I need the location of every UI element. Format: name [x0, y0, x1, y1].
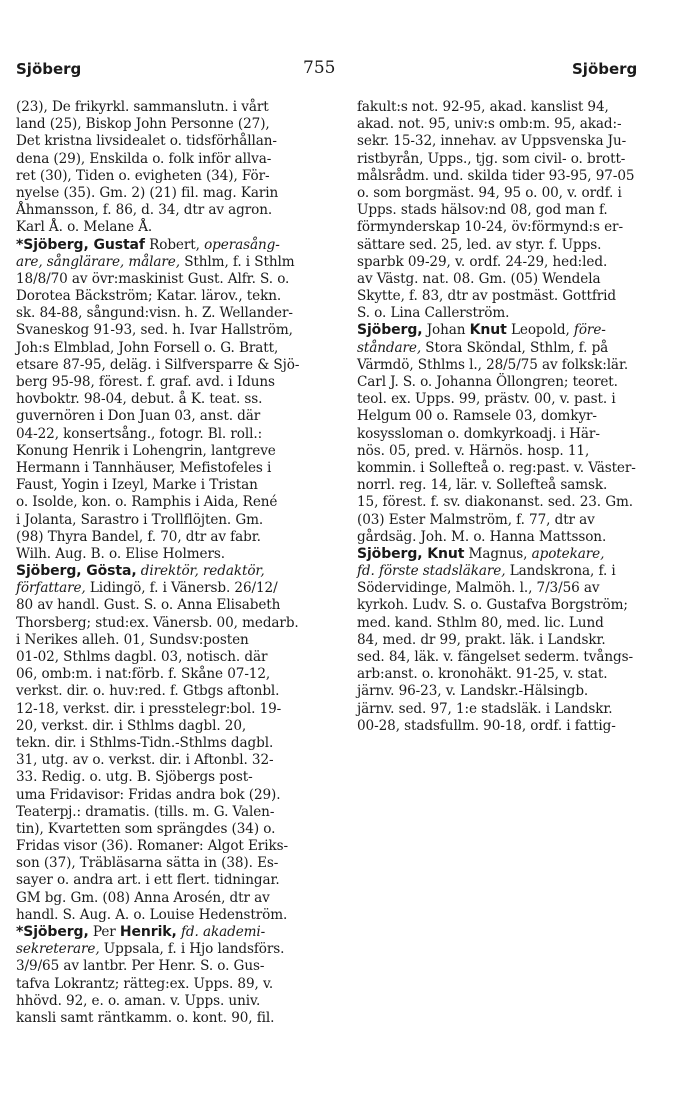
text-line: [357, 374, 675, 391]
text-line: [16, 219, 334, 236]
text-line: [357, 649, 675, 666]
text-line: [16, 443, 334, 460]
entry-text: etsare 87-95, deläg. i Silfversparre & Sjö-: [16, 356, 300, 373]
text-line: [16, 615, 334, 632]
text-line: [357, 408, 675, 425]
entry-text: sed. 84, läk. v. fängelset sederm. tvångs-: [357, 649, 634, 665]
entry-text: sk. 84-88, sångund:visn. h. Z. Wellander-: [16, 305, 293, 322]
entry-text: dena (29), Enskilda o. folk inför allva-: [16, 150, 272, 167]
entry-title: fd. akademi-: [180, 924, 266, 940]
text-line: [16, 477, 334, 494]
entry-text: Thorsberg; stud:ex. Vänersb. 00, medarb.: [16, 614, 299, 631]
text-line: [16, 305, 334, 322]
text-line: [16, 649, 334, 666]
text-line: [16, 512, 334, 529]
text-line: [16, 787, 334, 804]
entry-text: järnv. sed. 97, 1:e stadsläk. i Landskr.: [357, 700, 613, 717]
text-line: [357, 357, 675, 374]
entry-text: uma Fridavisor: Fridas andra bok (29).: [16, 786, 281, 803]
running-head-right: Sjöberg: [572, 60, 638, 78]
text-line: [357, 580, 675, 597]
text-line: [357, 271, 675, 288]
entry-headword: Sjöberg, Gösta,: [16, 563, 137, 580]
text-line: [357, 477, 675, 494]
entry-text: 06, omb:m. i nat:förb. f. Skåne 07-12,: [16, 666, 271, 683]
entry-text: son (37), Träbläsarna sätta in (38). Es-: [16, 855, 279, 872]
entry-text: Fridas visor (36). Romaner: Algot Eriks-: [16, 838, 288, 855]
text-line: [16, 151, 334, 168]
text-line: [16, 597, 334, 614]
text-line: [16, 683, 334, 700]
text-line: [16, 872, 334, 889]
entry-text: handl. S. Aug. A. o. Louise Hedenström.: [16, 906, 288, 923]
text-line: [357, 254, 675, 271]
text-line: [16, 718, 334, 735]
entry-text: arb:anst. o. kronohäkt. 91-25, v. stat.: [357, 666, 608, 683]
text-line: [16, 769, 334, 786]
text-line: [16, 958, 334, 975]
text-line: [357, 546, 675, 563]
entry-title: ståndare,: [357, 339, 422, 356]
entry-text: kansli samt räntkamm. o. kont. 90, fil.: [16, 1009, 275, 1026]
entry-title: sekreterare,: [16, 941, 100, 958]
text-line: [357, 666, 675, 683]
entry-text: kosyssloman o. domkyrkoadj. i Här-: [357, 425, 600, 442]
entry-text: guvernören i Don Juan 03, anst. där: [16, 408, 261, 425]
entry-text: teol. ex. Upps. 99, prästv. 00, v. past. i: [357, 391, 616, 408]
entry-text: förmynderskap 10-24, öv:förmynd:s er-: [357, 219, 623, 236]
text-line: [16, 855, 334, 872]
text-line: [357, 305, 675, 322]
entry-text: Carl J. S. o. Johanna Öllongren; teoret.: [357, 374, 618, 390]
entry-text: akad. not. 95, univ:s omb:m. 95, akad:-: [357, 116, 622, 133]
text-line: [357, 718, 675, 735]
entry-text: o. som borgmäst. 94, 95 o. 00, v. ordf. i: [357, 184, 622, 201]
text-line: [16, 99, 334, 116]
entry-text: Robert,: [144, 236, 205, 253]
text-line: [16, 116, 334, 133]
text-line: [16, 288, 334, 305]
text-line: [357, 632, 675, 649]
entry-text: Sthlm, f. i Sthlm: [179, 253, 295, 270]
entry-title: are, sånglärare, målare,: [16, 253, 180, 270]
text-line: [16, 391, 334, 408]
entry-text: 80 av handl. Gust. S. o. Anna Elisabeth: [16, 597, 281, 614]
text-line: [357, 168, 675, 185]
text-line: [16, 735, 334, 752]
text-line: [16, 804, 334, 821]
text-line: [16, 237, 334, 254]
text-line: [16, 271, 334, 288]
text-line: [16, 563, 334, 580]
entry-text: Magnus,: [464, 545, 532, 562]
text-line: [16, 408, 334, 425]
text-line: [16, 202, 334, 219]
text-line: [16, 185, 334, 202]
entry-text: Hermann i Tannhäuser, Mefistofeles i: [16, 459, 272, 476]
entry-text: ristbyrån, Upps., tjg. som civil- o. brott-: [357, 150, 626, 167]
text-line: [357, 615, 675, 632]
text-line: [357, 426, 675, 443]
text-line: [357, 391, 675, 408]
entry-text: Joh:s Elmblad, John Forsell o. G. Bratt,: [16, 339, 279, 356]
entry-text: Karl Å. o. Melane Å.: [16, 219, 153, 236]
text-line: [357, 460, 675, 477]
text-line: [16, 494, 334, 511]
entry-text: 20, verkst. dir. i Sthlms dagbl. 20,: [16, 717, 247, 734]
entry-text: fakult:s not. 92-95, akad. kanslist 94,: [357, 99, 609, 115]
entry-text: i Nerikes alleh. 01, Sundsv:posten: [16, 631, 249, 648]
text-line: [16, 1010, 334, 1027]
entry-text: berg 95-98, förest. f. graf. avd. i Iduns: [16, 374, 275, 390]
entry-text: med. kand. Sthlm 80, med. lic. Lund: [357, 614, 604, 631]
entry-text: Dorotea Bäckström; Katar. lärov., tekn.: [16, 288, 282, 305]
text-line: [16, 580, 334, 597]
entry-text: Leopold,: [506, 322, 574, 339]
entry-text: målsrådm. und. skilda tider 93-95, 97-05: [357, 167, 635, 184]
text-line: [357, 237, 675, 254]
text-line: [16, 322, 334, 339]
entry-title: före-: [573, 322, 606, 339]
text-line: [16, 374, 334, 391]
page-number: 755: [303, 58, 336, 78]
entry-text: Helgum 00 o. Ramsele 03, domkyr-: [357, 408, 597, 425]
entry-text: Åhmansson, f. 86, d. 34, dtr av agron.: [16, 202, 273, 219]
text-line: [16, 821, 334, 838]
entry-text: sayer o. andra art. i ett flert. tidningar.: [16, 872, 280, 889]
entry-text: sekr. 15-32, innehav. av Uppsvenska Ju-: [357, 133, 627, 150]
text-line: [16, 632, 334, 649]
right-column: [357, 99, 675, 735]
text-line: [357, 701, 675, 718]
text-line: [357, 202, 675, 219]
entry-text: 3/9/65 av lantbr. Per Henr. S. o. Gus-: [16, 958, 265, 975]
entry-text: 01-02, Sthlms dagbl. 03, notisch. där: [16, 649, 268, 665]
entry-title: fd. förste stadsläkare,: [357, 563, 506, 580]
entry-title: författare,: [16, 580, 86, 597]
text-line: [16, 838, 334, 855]
entry-text: (98) Thyra Bandel, f. 70, dtr av fabr.: [16, 528, 261, 545]
entry-text: 84, med. dr 99, prakt. läk. i Landskr.: [357, 631, 606, 648]
entry-text: 04-22, konsertsång., fotogr. Bl. roll.:: [16, 425, 263, 442]
entry-text: ret (30), Tiden o. evigheten (34), För-: [16, 167, 270, 184]
entry-headword: Sjöberg,: [357, 322, 423, 339]
entry-text: järnv. 96-23, v. Landskr.-Hälsingb.: [357, 683, 589, 700]
text-line: [357, 597, 675, 614]
left-column: [16, 99, 334, 1027]
entry-text: Per: [88, 924, 120, 940]
entry-text: 18/8/70 av övr:maskinist Gust. Alfr. S. o.: [16, 270, 290, 287]
text-line: [357, 529, 675, 546]
entry-text: sättare sed. 25, led. av styr. f. Upps.: [357, 236, 602, 253]
entry-text: Svaneskog 91-93, sed. h. Ivar Hallström,: [16, 322, 293, 339]
entry-text: Faust, Yogin i Izeyl, Marke i Tristan: [16, 477, 258, 494]
entry-text: nyelse (35). Gm. 2) (21) fil. mag. Karin: [16, 184, 279, 201]
entry-headword: *Sjöberg,: [16, 924, 89, 940]
text-line: [357, 116, 675, 133]
text-line: [16, 924, 334, 941]
entry-headword: Sjöberg, Knut: [357, 545, 465, 562]
text-line: [357, 512, 675, 529]
text-line: [16, 168, 334, 185]
entry-text: Skytte, f. 83, dtr av postmäst. Gottfrid: [357, 288, 617, 305]
entry-text: kommin. i Sollefteå o. reg:past. v. Väster-: [357, 459, 636, 476]
entry-text: Konung Henrik i Lohengrin, lantgreve: [16, 442, 276, 459]
running-head-left: Sjöberg: [16, 60, 82, 78]
text-line: [357, 151, 675, 168]
text-line: [357, 683, 675, 700]
entry-text: Södervidinge, Malmöh. l., 7/3/56 av: [357, 580, 600, 597]
entry-text: Lidingö, f. i Vänersb. 26/12/: [85, 580, 278, 597]
entry-text: Uppsala, f. i Hjo landsförs.: [99, 941, 285, 958]
entry-text: tafva Lokrantz; rätteg:ex. Upps. 89, v.: [16, 975, 274, 992]
entry-text: S. o. Lina Callerström.: [357, 305, 510, 322]
entry-headword: Knut: [469, 322, 507, 339]
text-line: [16, 993, 334, 1010]
entry-text: (03) Ester Malmström, f. 77, dtr av: [357, 511, 595, 528]
entry-text: Teaterpj.: dramatis. (tills. m. G. Valen-: [16, 803, 275, 820]
entry-text: 12-18, verkst. dir. i presstelegr:bol. 19-: [16, 700, 282, 717]
text-line: [357, 133, 675, 150]
text-line: [357, 99, 675, 116]
text-line: [16, 666, 334, 683]
entry-text: 33. Redig. o. utg. B. Sjöbergs post-: [16, 769, 253, 786]
entry-title: apotekare,: [531, 545, 605, 562]
text-line: [357, 443, 675, 460]
text-line: [16, 254, 334, 271]
entry-text: tekn. dir. i Sthlms-Tidn.-Sthlms dagbl.: [16, 734, 274, 751]
text-line: [16, 701, 334, 718]
text-line: [16, 546, 334, 563]
text-line: [16, 357, 334, 374]
text-line: [357, 494, 675, 511]
entry-text: 31, utg. av o. verkst. dir. i Aftonbl. 32-: [16, 752, 274, 769]
entry-headword: *Sjöberg, Gustaf: [16, 236, 145, 253]
entry-text: i Jolanta, Sarastro i Trollflöjten. Gm.: [16, 511, 264, 528]
text-line: [16, 752, 334, 769]
text-line: [16, 133, 334, 150]
text-line: [16, 976, 334, 993]
text-line: [357, 322, 675, 339]
entry-text: verkst. dir. o. huv:red. f. Gtbgs aftonbl.: [16, 683, 280, 700]
text-line: [16, 426, 334, 443]
text-line: [16, 941, 334, 958]
entry-text: norrl. reg. 14, lär. v. Sollefteå samsk.: [357, 477, 608, 494]
entry-text: GM bg. Gm. (08) Anna Arosén, dtr av: [16, 889, 270, 906]
entry-text: 15, förest. f. sv. diakonanst. sed. 23. Gm.: [357, 494, 633, 511]
entry-text: gårdsäg. Joh. M. o. Hanna Mattsson.: [357, 528, 607, 545]
entry-text: land (25), Biskop John Personne (27),: [16, 116, 270, 133]
entry-text: kyrkoh. Ludv. S. o. Gustafva Borgström;: [357, 597, 628, 614]
entry-text: hovboktr. 98-04, debut. å K. teat. ss.: [16, 391, 263, 408]
text-line: [16, 529, 334, 546]
entry-text: av Västg. nat. 08. Gm. (05) Wendela: [357, 270, 601, 287]
entry-text: tin), Kvartetten som sprängdes (34) o.: [16, 820, 276, 837]
entry-text: nös. 05, pred. v. Härnös. hosp. 11,: [357, 442, 590, 459]
text-line: [357, 563, 675, 580]
entry-text: 00-28, stadsfullm. 90-18, ordf. i fattig-: [357, 717, 616, 734]
entry-headword: Henrik,: [119, 924, 177, 940]
entry-text: Upps. stads hälsov:nd 08, god man f.: [357, 202, 608, 219]
text-line: [357, 340, 675, 357]
entry-text: Stora Sköndal, Sthlm, f. på: [421, 339, 609, 356]
entry-text: Johan: [422, 322, 470, 339]
entry-text: Landskrona, f. i: [505, 563, 616, 580]
entry-text: (23), De frikyrkl. sammanslutn. i vårt: [16, 99, 269, 115]
entry-text: hhövd. 92, e. o. aman. v. Upps. univ.: [16, 992, 261, 1009]
text-line: [357, 185, 675, 202]
entry-text: sparbk 09-29, v. ordf. 24-29, hed:led.: [357, 253, 608, 270]
text-line: [16, 460, 334, 477]
entry-title: operasång-: [204, 236, 280, 253]
entry-text: Det kristna livsidealet o. tidsförhållan-: [16, 133, 277, 150]
entry-text: Värmdö, Sthlms l., 28/5/75 av folksk:lär.: [357, 356, 629, 373]
text-line: [16, 340, 334, 357]
text-line: [16, 890, 334, 907]
entry-text: Wilh. Aug. B. o. Elise Holmers.: [16, 545, 225, 562]
text-line: [357, 288, 675, 305]
entry-text: o. Isolde, kon. o. Ramphis i Aida, René: [16, 494, 278, 511]
text-line: [16, 907, 334, 924]
entry-title: direktör, redaktör,: [140, 563, 265, 580]
text-line: [357, 219, 675, 236]
